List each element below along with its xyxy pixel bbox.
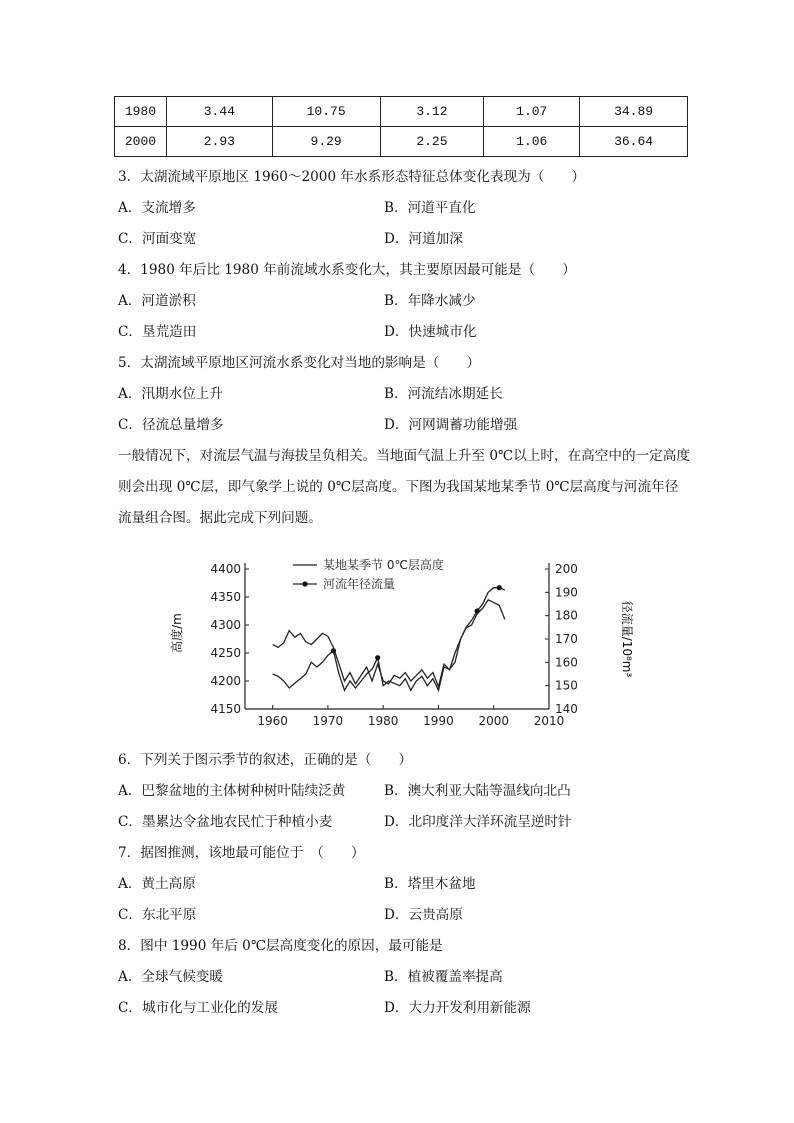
legend-label-runoff: 河流年径流量 <box>323 577 396 591</box>
y-left-tick-label: 4300 <box>210 618 241 632</box>
table-cell: 1.06 <box>484 127 580 157</box>
question-3-option-a: A．支流增多 <box>118 200 196 216</box>
table-cell: 3.44 <box>166 97 272 127</box>
question-4-option-a: A．河道淤积 <box>118 293 196 309</box>
question-7-option-a: A．黄土高原 <box>118 876 196 892</box>
question-8-option-d: D．大力开发利用新能源 <box>384 1000 531 1016</box>
chart-series <box>273 585 505 690</box>
x-tick-label: 2000 <box>478 714 510 728</box>
table-cell: 10.75 <box>272 97 380 127</box>
question-6-option-b: B．澳大利亚大陆等温线向北凸 <box>384 783 571 799</box>
y-left-tick-label: 4400 <box>210 562 241 576</box>
question-8-option-b: B．植被覆盖率提高 <box>384 969 503 985</box>
legend-label-freezing-level: 某地某季节 0℃层高度 <box>323 558 444 572</box>
chart-legend <box>293 557 444 591</box>
table-cell: 1980 <box>115 97 167 127</box>
y-right-tick-label: 180 <box>555 608 578 623</box>
question-6-stem: 6．下列关于图示季节的叙述，正确的是（ ） <box>118 752 413 768</box>
table-row <box>115 97 688 127</box>
question-8-option-c: C．城市化与工业化的发展 <box>118 1000 278 1016</box>
question-6-option-c: C．墨累达令盆地农民忙于种植小麦 <box>118 814 333 830</box>
question-3-option-d: D．河道加深 <box>384 231 463 247</box>
table-cell: 3.12 <box>380 97 484 127</box>
legend-marker-runoff <box>302 581 307 586</box>
table-row <box>115 127 688 157</box>
series-line-runoff <box>273 588 505 691</box>
question-7-option-c: C．东北平原 <box>118 907 197 923</box>
question-6-option-d: D．北印度洋大洋环流呈逆时针 <box>384 814 572 830</box>
series-line-freezing-level <box>273 600 505 687</box>
question-4-option-b: B．年降水减少 <box>384 293 476 309</box>
table-cell: 9.29 <box>272 127 380 157</box>
y-right-tick-label: 160 <box>555 655 578 670</box>
question-5-option-c: C．径流总量增多 <box>118 417 224 433</box>
question-5-option-a: A．汛期水位上升 <box>118 386 223 402</box>
question-5-option-d: D．河网调蓄功能增强 <box>384 417 518 433</box>
x-tick-label: 1990 <box>423 714 454 728</box>
question-7-option-d: D．云贵高原 <box>384 907 463 923</box>
series-point-runoff <box>497 585 502 590</box>
data-table <box>114 96 688 157</box>
x-tick-label: 1970 <box>312 714 344 728</box>
y-left-tick-label: 4250 <box>210 646 241 660</box>
question-8-option-a: A．全球气候变暖 <box>118 969 223 985</box>
table-cell: 2.93 <box>166 127 272 157</box>
y-right-tick-label: 150 <box>555 678 578 693</box>
series-point-runoff <box>375 655 380 660</box>
y-left-tick-label: 4350 <box>210 590 241 604</box>
question-4-option-d: D．快速城市化 <box>384 324 477 340</box>
y-axis-left-label: 高度/m <box>170 613 184 653</box>
y-right-tick-label: 140 <box>555 702 578 716</box>
question-8-stem: 8．图中 1990 年后 0℃层高度变化的原因，最可能是 <box>118 938 443 954</box>
intro-paragraph: 一般情况下，对流层气温与海拔呈负相关。当地面气温上升至 0℃以上时，在高空中的一定高度则会出现 0℃层，即气象学上说的 0℃层高度。下图为我国某地某季节 0℃层高度与河流年径流量组合图。据此完成下列问题。 <box>118 448 690 526</box>
question-7-stem: 7．据图推测，该地最可能位于 （ ） <box>118 845 365 861</box>
y-axis-right-label: 径流量/10⁸m³ <box>620 600 634 678</box>
question-6-option-a: A．巴黎盆地的主体树种树叶陆续泛黄 <box>118 783 346 799</box>
series-point-runoff <box>475 608 480 613</box>
series-point-runoff <box>331 648 336 653</box>
x-tick-label: 2010 <box>533 714 565 728</box>
question-3-stem: 3．太湖流域平原地区 1960～2000 年水系形态特征总体变化表现为（ ） <box>118 169 586 185</box>
question-3-option-c: C．河面变宽 <box>118 231 197 247</box>
y-right-tick-label: 190 <box>555 585 578 600</box>
question-4-stem: 4．1980 年后比 1980 年前流域水系变化大，其主要原因最可能是（ ） <box>118 262 576 278</box>
question-7-option-b: B．塔里木盆地 <box>384 876 476 892</box>
table-cell: 2.25 <box>380 127 484 157</box>
table-cell: 2000 <box>115 127 167 157</box>
question-4-option-c: C．垦荒造田 <box>118 324 197 340</box>
question-5-stem: 5．太湖流域平原地区河流水系变化对当地的影响是（ ） <box>118 355 481 371</box>
question-5-option-b: B．河流结冰期延长 <box>384 386 503 402</box>
y-left-tick-label: 4150 <box>210 702 241 716</box>
y-right-tick-label: 170 <box>555 632 578 646</box>
table-cell: 36.64 <box>580 127 688 157</box>
y-left-tick-label: 4200 <box>210 674 241 688</box>
x-tick-label: 1980 <box>367 714 399 728</box>
question-3-option-b: B．河道平直化 <box>384 200 476 216</box>
combined-line-chart <box>165 553 634 738</box>
x-tick-label: 1960 <box>257 714 288 728</box>
table-cell: 1.07 <box>484 97 580 127</box>
y-right-tick-label: 200 <box>555 562 578 576</box>
table-cell: 34.89 <box>580 97 688 127</box>
